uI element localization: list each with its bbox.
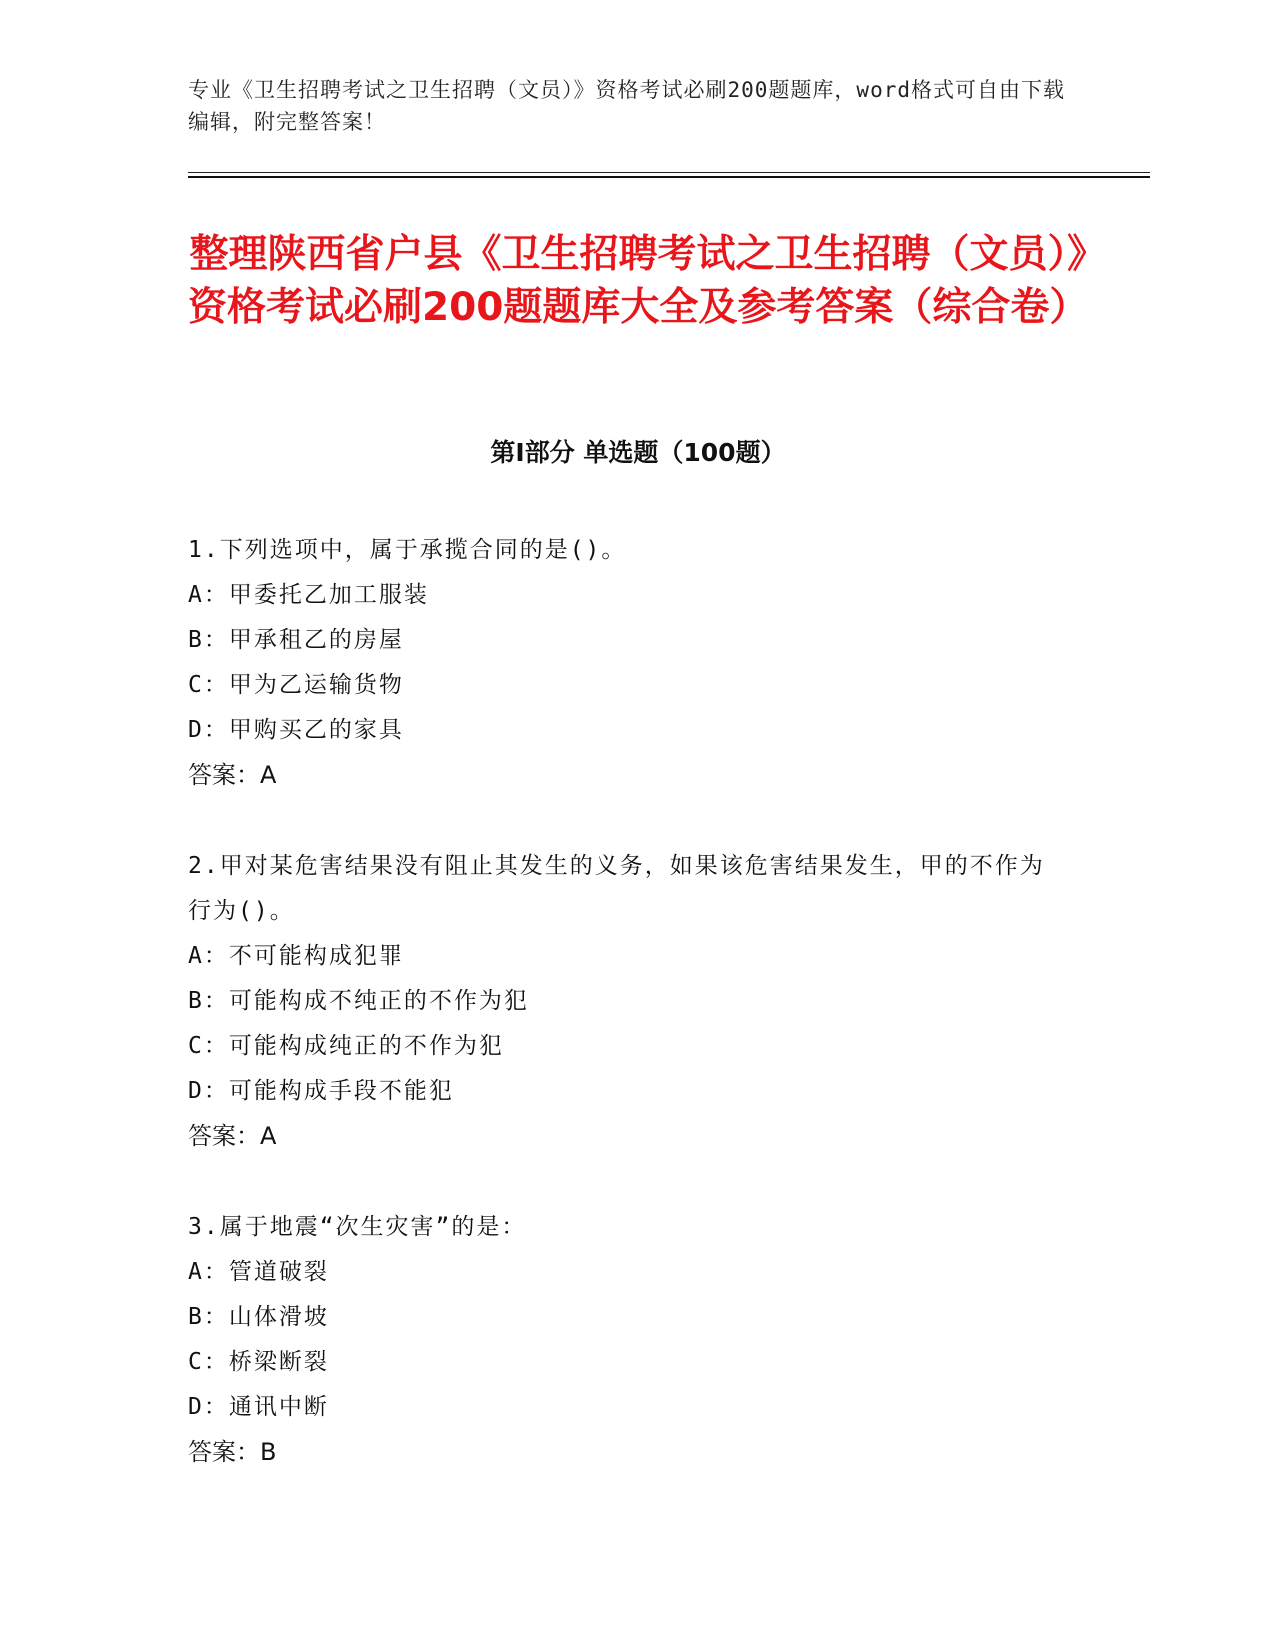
question-stem: 2.甲对某危害结果没有阻止其发生的义务，如果该危害结果发生，甲的不作为行为()。 [188, 853, 1045, 924]
answer-line: 答案：A [188, 1122, 277, 1150]
question-stem: 3.属于地震“次生灾害”的是： [188, 1214, 527, 1240]
option-c: C：甲为乙运输货物 [188, 672, 404, 698]
question-2 [188, 844, 1068, 1159]
answer-line: 答案：B [188, 1438, 277, 1466]
header-rule-thick [188, 176, 1150, 178]
question-list [188, 528, 1068, 1521]
header-note: 专业《卫生招聘考试之卫生招聘（文员）》资格考试必刷200题题库，word格式可自由下载编辑，附完整答案！ [188, 78, 1065, 134]
question-stem: 1.下列选项中，属于承揽合同的是()。 [188, 537, 627, 563]
option-a: A：管道破裂 [188, 1259, 329, 1285]
option-b: B：可能构成不纯正的不作为犯 [188, 988, 529, 1014]
option-c: C：可能构成纯正的不作为犯 [188, 1033, 504, 1059]
document-title: 整理陕西省户县《卫生招聘考试之卫生招聘（文员）》资格考试必刷200题题库大全及参考答案（综合卷） [188, 232, 1089, 330]
section-heading: 第Ⅰ部分 单选题（100题） [490, 438, 786, 467]
question-3 [188, 1205, 1068, 1475]
question-1 [188, 528, 1068, 798]
option-b: B：甲承租乙的房屋 [188, 627, 404, 653]
option-d: D：甲购买乙的家具 [188, 717, 404, 743]
header-rule-thin [188, 172, 1150, 173]
option-b: B：山体滑坡 [188, 1304, 329, 1330]
option-d: D：可能构成手段不能犯 [188, 1078, 454, 1104]
option-d: D：通讯中断 [188, 1394, 329, 1420]
answer-line: 答案：A [188, 761, 277, 789]
option-a: A：不可能构成犯罪 [188, 943, 404, 969]
option-a: A：甲委托乙加工服装 [188, 582, 429, 608]
option-c: C：桥梁断裂 [188, 1349, 329, 1375]
